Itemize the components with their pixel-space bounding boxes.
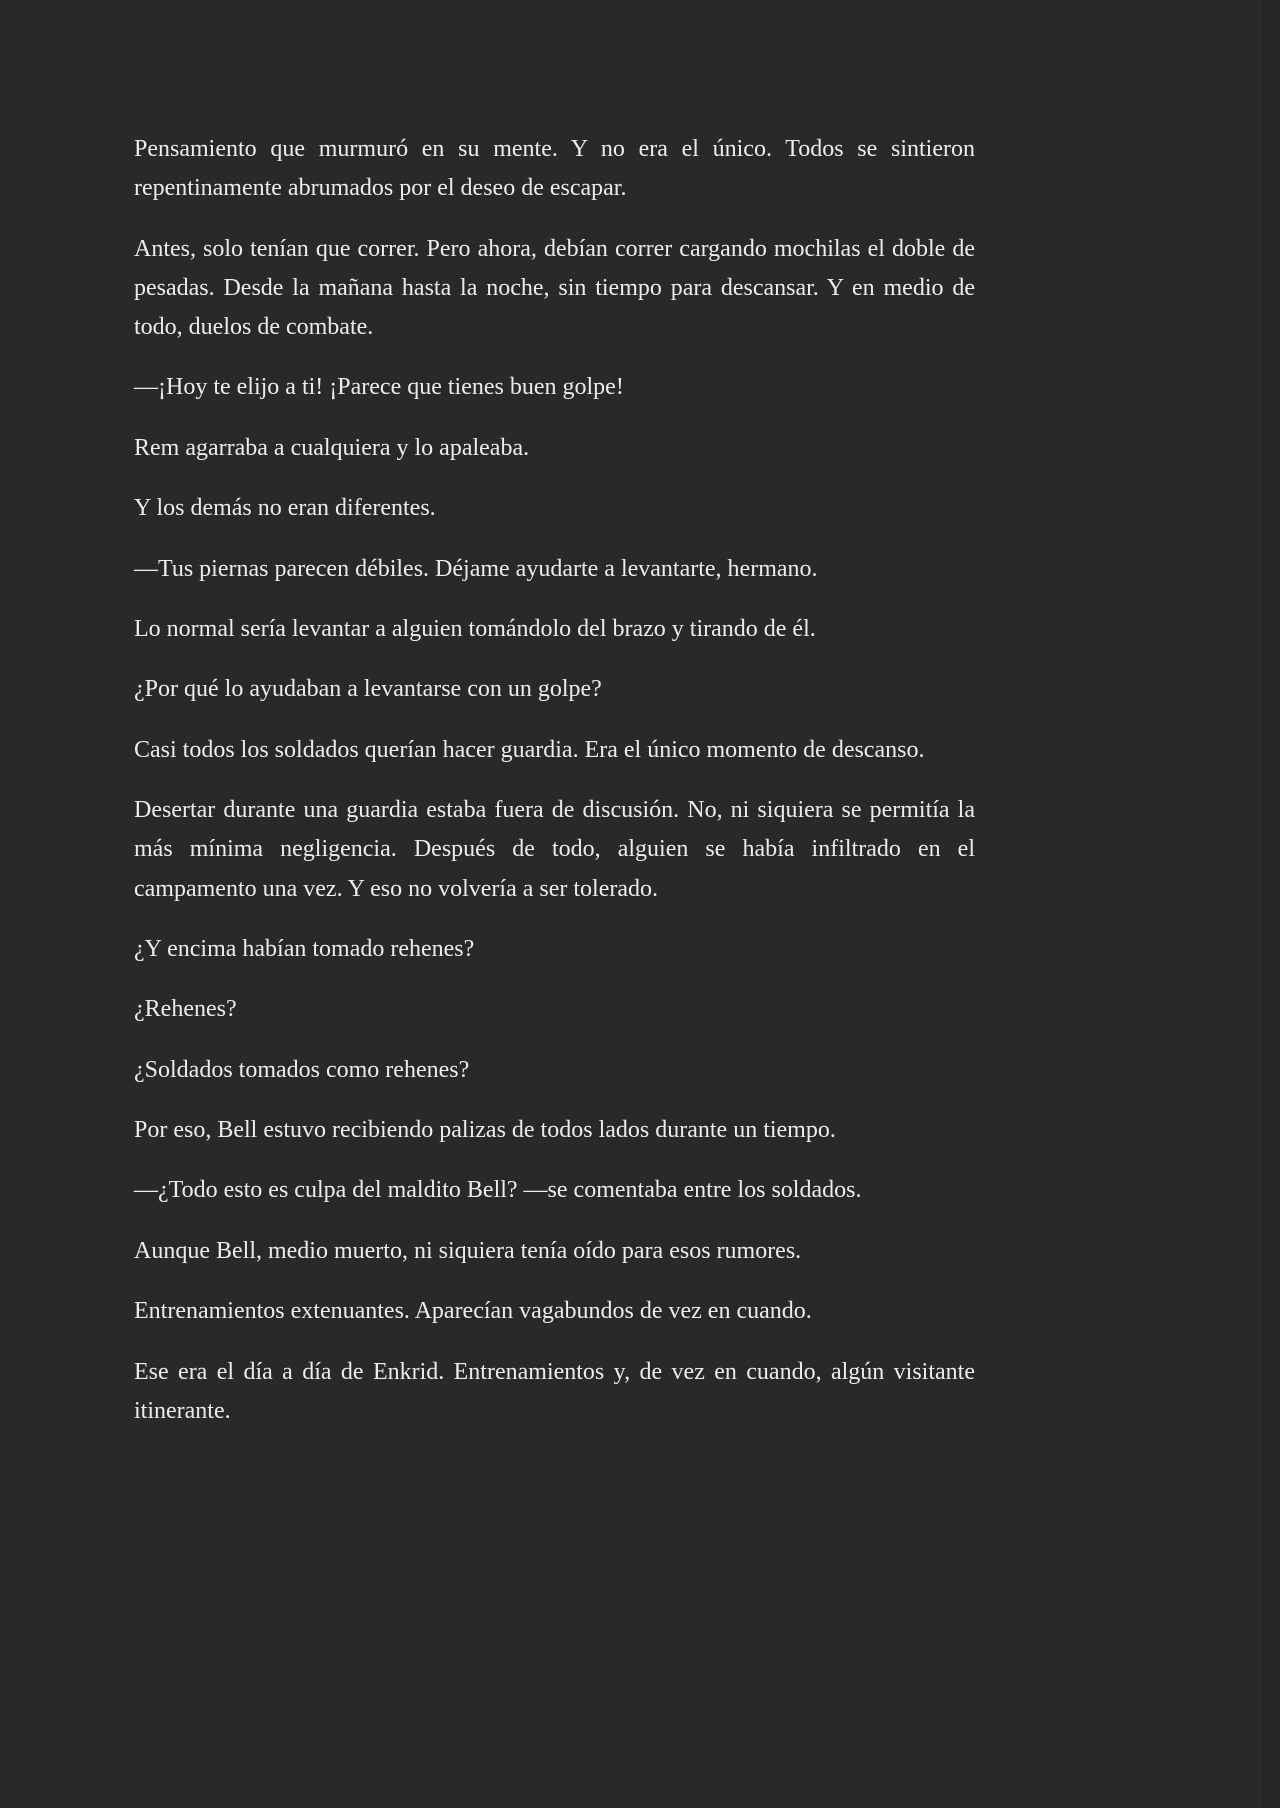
paragraph: Lo normal sería levantar a alguien tomándolo del brazo y tirando de él.: [134, 615, 816, 642]
paragraph: Por eso, Bell estuvo recibiendo palizas de todos lados durante un tiempo.: [134, 1117, 836, 1144]
paragraph: Entrenamientos extenuantes. Aparecían vagabundos de vez en cuando.: [134, 1298, 812, 1325]
paragraph: ¿Soldados tomados como rehenes?: [134, 1056, 470, 1083]
paragraph: Rem agarraba a cualquiera y lo apaleaba.: [134, 434, 530, 461]
paragraph: —¿Todo esto es culpa del maldito Bell? —se comentaba entre los soldados.: [134, 1177, 862, 1204]
chapter-text: [134, 130, 975, 1431]
paragraph: Desertar durante una guardia estaba fuera de discusión. No, ni siquiera se permitía la más mínima negligencia. Después de todo, alguien se había infiltrado en el campamento una vez. Y eso no volvería a ser tolerado.: [134, 797, 975, 902]
paragraph: —Tus piernas parecen débiles. Déjame ayudarte a levantarte, hermano.: [134, 555, 818, 582]
paragraph: Casi todos los soldados querían hacer guardia. Era el único momento de descanso.: [134, 736, 925, 763]
paragraph: ¿Y encima habían tomado rehenes?: [134, 935, 475, 962]
paragraph: Aunque Bell, medio muerto, ni siquiera tenía oído para esos rumores.: [134, 1237, 802, 1264]
paragraph: ¿Por qué lo ayudaban a levantarse con un golpe?: [134, 676, 602, 703]
paragraph: —¡Hoy te elijo a ti! ¡Parece que tienes buen golpe!: [134, 374, 624, 401]
scrollbar-track[interactable]: [1262, 0, 1280, 1808]
paragraph: Y los demás no eran diferentes.: [134, 495, 436, 522]
paragraph: Antes, solo tenían que correr. Pero ahora, debían correr cargando mochilas el doble de pesadas. Desde la mañana hasta la noche, sin tiempo para descansar. Y en medio de todo, duelos de combate.: [134, 235, 975, 340]
paragraph: Pensamiento que murmuró en su mente. Y no era el único. Todos se sintieron repentinamente abrumados por el deseo de escapar.: [134, 136, 975, 202]
paragraph: Ese era el día a día de Enkrid. Entrenamientos y, de vez en cuando, algún visitante itinerante.: [134, 1358, 975, 1424]
paragraph: ¿Rehenes?: [134, 996, 237, 1023]
